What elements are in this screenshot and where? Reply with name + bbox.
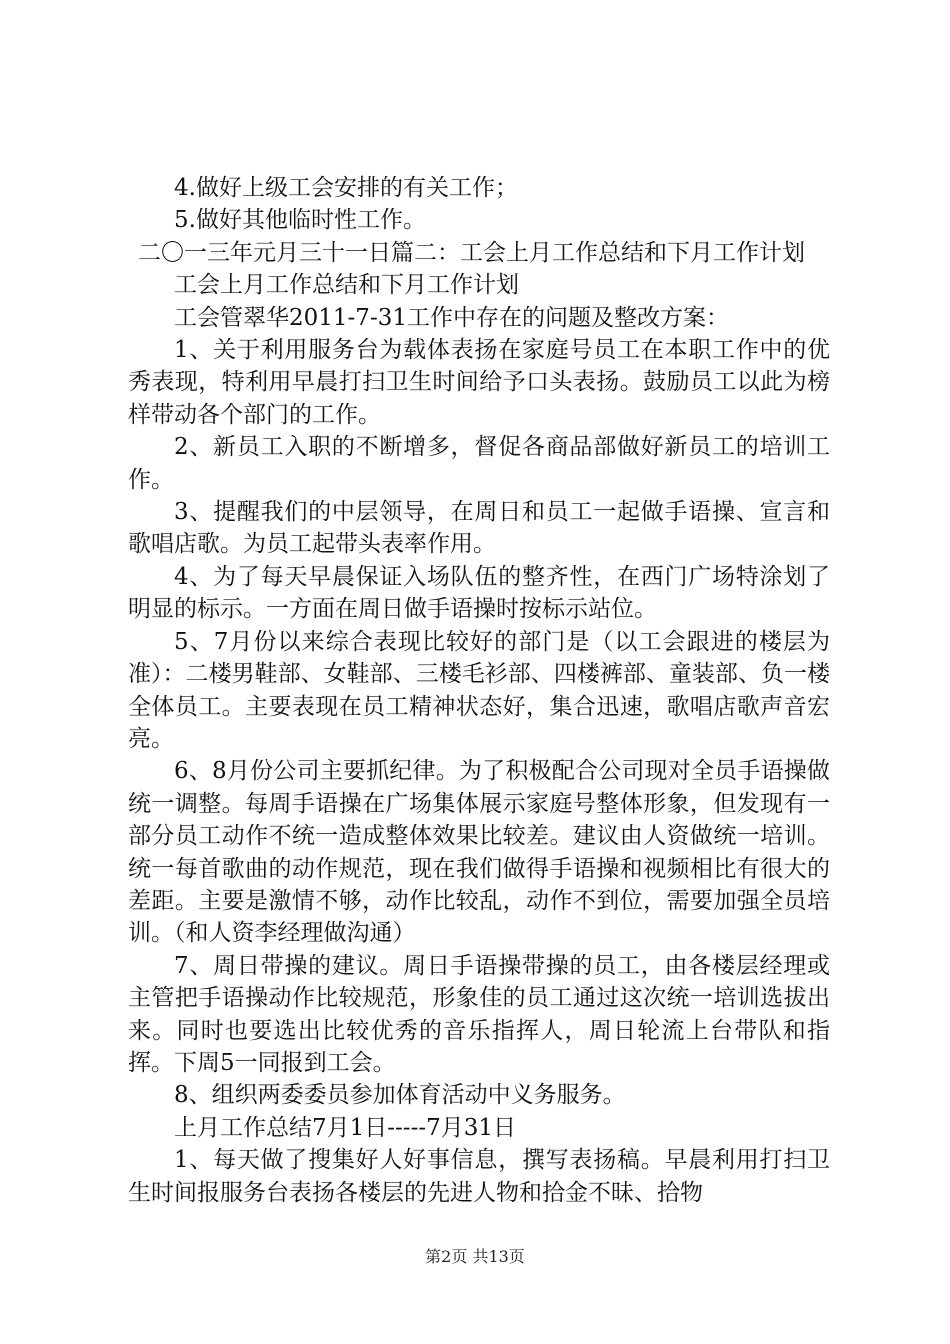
paragraph: 4.做好上级工会安排的有关工作； bbox=[174, 175, 518, 201]
paragraph: 5.做好其他临时性工作。 bbox=[174, 207, 426, 234]
page-number: 第2页 共13页 bbox=[425, 1247, 525, 1266]
paragraph: 6、8月份公司主要抓纪律。为了积极配合公司现对全员手语操做统一调整。每周手语操在广场集体展示家庭号整体形象，但发现有一部分员工动作不统一造成整体效果比较差。建议由人资做统一培训。统一每首歌曲的动作规范，现在我们做得手语操和视频相比有很大的差距。主要是激情不够，动作比较乱，动作不到位，需要加强全员培训。（和人资李经理做沟通） bbox=[128, 758, 830, 947]
document-body bbox=[128, 172, 830, 1209]
paragraph: 5、7月份以来综合表现比较好的部门是（以工会跟进的楼层为准）：二楼男鞋部、女鞋部、三楼毛衫部、四楼裤部、童装部、负一楼全体员工。主要表现在员工精神状态好，集合迅速，歌唱店歌声音宏亮。 bbox=[128, 628, 830, 752]
paragraph: 1、关于利用服务台为载体表扬在家庭号员工在本职工作中的优秀表现，特利用早晨打扫卫生时间给予口头表扬。鼓励员工以此为榜样带动各个部门的工作。 bbox=[128, 337, 830, 428]
paragraph: 8、组织两委委员参加体育活动中义务服务。 bbox=[174, 1082, 626, 1109]
paragraph: 二〇一三年元月三十一日篇二：工会上月工作总结和下月工作计划 bbox=[138, 239, 805, 266]
paragraph: 工会管翠华2011-7-31工作中存在的问题及整改方案： bbox=[174, 304, 729, 331]
paragraph: 7、周日带操的建议。周日手语操带操的员工，由各楼层经理或主管把手语操动作比较规范，形象佳的员工通过这次统一培训选拔出来。同时也要选出比较优秀的音乐指挥人，周日轮流上台带队和指挥。下周5一同报到工会。 bbox=[128, 952, 830, 1076]
section-title: 上月工作总结7月1日-----7月31日 bbox=[174, 1114, 517, 1141]
paragraph: 4、为了每天早晨保证入场队伍的整齐性，在西门广场特涂划了明显的标示。一方面在周日做手语操时按标示站位。 bbox=[128, 563, 830, 623]
paragraph: 1、每天做了搜集好人好事信息，撰写表扬稿。早晨利用打扫卫生时间报服务台表扬各楼层的先进人物和拾金不昧、拾物 bbox=[128, 1147, 830, 1206]
paragraph: 2、新员工入职的不断增多，督促各商品部做好新员工的培训工作。 bbox=[128, 434, 830, 493]
section-title: 工会上月工作总结和下月工作计划 bbox=[174, 272, 519, 299]
paragraph: 3、提醒我们的中层领导，在周日和员工一起做手语操、宣言和歌唱店歌。为员工起带头表率作用。 bbox=[128, 499, 830, 558]
